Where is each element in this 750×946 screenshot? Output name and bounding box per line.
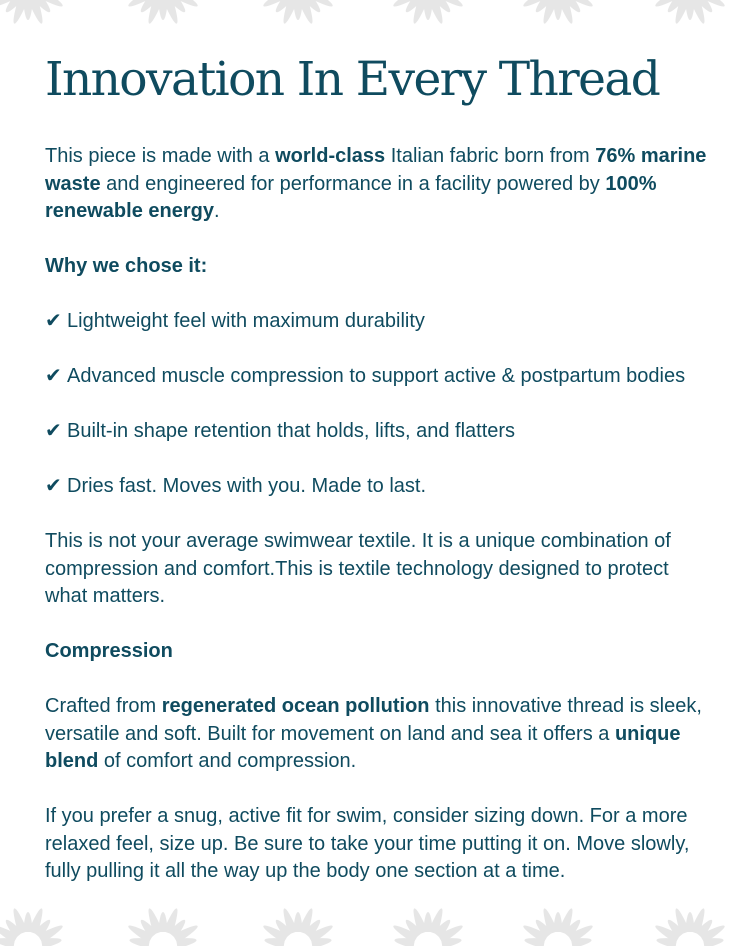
page-title: Innovation In Every Thread — [45, 52, 660, 107]
coral-fan-icon — [373, 0, 483, 46]
intro-paragraph — [45, 143, 710, 226]
crafted-text: of comfort and compression. — [98, 750, 357, 772]
checkmark-icon: ✔ — [45, 420, 62, 442]
body-text — [45, 143, 710, 913]
checkmark-icon: ✔ — [45, 310, 62, 332]
checkmark-icon: ✔ — [45, 475, 62, 497]
checklist-item-text: Built-in shape retention that holds, lifts, and flatters — [67, 420, 516, 442]
intro-bold-renewable-energy: 100% renewable energy — [45, 172, 657, 222]
coral-fan-icon — [503, 0, 613, 46]
coral-fan-icon — [635, 0, 745, 46]
crafted-paragraph — [45, 693, 710, 776]
intro-text: and engineered for performance in a facility powered by — [100, 172, 606, 195]
intro-bold-world-class: world-class — [275, 145, 386, 167]
crafted-text: this innovative thread is sleek, versatile and soft. Built for movement on land and sea it offers a — [45, 695, 702, 745]
intro-text: . — [213, 200, 220, 222]
coral-fan-icon — [0, 0, 83, 46]
checklist-item — [45, 308, 710, 336]
checkmark-icon: ✔ — [45, 365, 62, 387]
intro-bold-marine-waste: 76% marine waste — [45, 145, 707, 195]
why-heading: Why we chose it: — [45, 255, 208, 277]
crafted-bold-ocean-pollution: regenerated ocean pollution — [161, 695, 430, 717]
checklist-item-text: Dries fast. Moves with you. Made to last. — [67, 475, 427, 497]
intro-text: Italian fabric born from — [385, 145, 596, 167]
compression-heading: Compression — [45, 640, 173, 662]
checklist-item — [45, 418, 710, 446]
sizing-paragraph: If you prefer a snug, active fit for swim, consider sizing down. For a more relaxed feel, size up. Be sure to take your time putting it on. Move slowly, fully pulling it all the way up the body one section at a time. — [45, 805, 690, 882]
checklist-item-text: Advanced muscle compression to support active & postpartum bodies — [67, 365, 686, 387]
checklist-item — [45, 473, 710, 501]
feature-checklist — [45, 308, 710, 501]
textile-paragraph: This is not your average swimwear textile. It is a unique combination of compression and comfort.This is textile technology designed to protect what matters. — [45, 530, 671, 607]
coral-fan-icon — [243, 0, 353, 46]
coral-fan-icon — [108, 0, 218, 46]
crafted-text: Crafted from — [45, 695, 162, 717]
intro-text: This piece is made with a — [45, 145, 276, 167]
checklist-item — [45, 363, 710, 391]
top-decor-border — [0, 0, 750, 46]
crafted-bold-unique-blend: unique blend — [45, 722, 681, 772]
checklist-item-text: Lightweight feel with maximum durability — [67, 310, 425, 332]
